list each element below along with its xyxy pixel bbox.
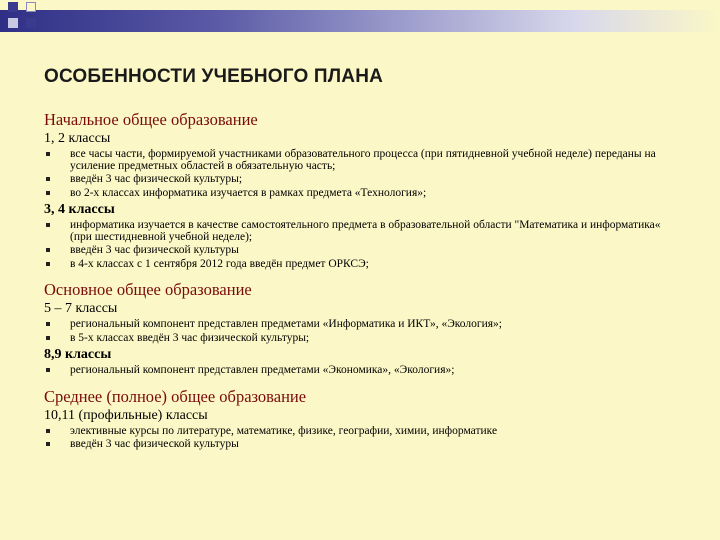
list-item: в 5-х классах введён 3 час физической культуры;: [44, 333, 684, 345]
bullet-icon: [46, 191, 50, 195]
list-item: введён 3 час физической культуры;: [44, 174, 684, 186]
decor-square: [26, 2, 36, 12]
bullet-icon: [46, 248, 50, 252]
group-heading: 1, 2 классы: [44, 131, 111, 146]
list-item: в 4-х классах с 1 сентября 2012 года введён предмет ОРКСЭ;: [44, 259, 684, 271]
bullet-list: [44, 426, 684, 451]
group-heading: 5 – 7 классы: [44, 301, 118, 316]
slide-title: ОСОБЕННОСТИ УЧЕБНОГО ПЛАНА: [44, 66, 384, 87]
list-item: введён 3 час физической культуры: [44, 245, 684, 257]
list-item: введён 3 час физической культуры: [44, 439, 684, 451]
decor-square: [26, 18, 36, 28]
bullet-list: [44, 365, 684, 377]
decor-square: [8, 2, 18, 12]
section-heading: Начальное общее образование: [44, 110, 258, 129]
bullet-icon: [46, 262, 50, 266]
slide-content: [44, 110, 684, 453]
bullet-icon: [46, 442, 50, 446]
bullet-list: [44, 149, 684, 199]
group-heading: 10,11 (профильные) классы: [44, 407, 208, 423]
list-item: региональный компонент представлен предметами «Информатика и ИКТ», «Экология»;: [44, 319, 684, 331]
bullet-icon: [46, 223, 50, 227]
bullet-icon: [46, 177, 50, 181]
list-item: все часы части, формируемой участниками образовательного процесса (при пятидневной учебной неделе) переданы на усиление предметных областей в обязательную часть;: [44, 149, 684, 172]
bullet-icon: [46, 336, 50, 340]
list-item: во 2-х классах информатика изучается в рамках предмета «Технология»;: [44, 188, 684, 200]
bullet-icon: [46, 152, 50, 156]
section-heading: Основное общее образование: [44, 280, 252, 299]
group-heading: 3, 4 классы: [44, 202, 115, 217]
header-bar: [0, 10, 720, 32]
section-heading: Среднее (полное) общее образование: [44, 386, 307, 406]
bullet-icon: [46, 322, 50, 326]
bullet-icon: [46, 429, 50, 433]
group-heading: 8,9 классы: [44, 347, 112, 362]
decor-square: [8, 18, 18, 28]
list-item: информатика изучается в качестве самостоятельного предмета в образовательной области "Математика и информатика« (при шестидневной учебной неделе);: [44, 220, 684, 243]
bullet-icon: [46, 368, 50, 372]
list-item: элективные курсы по литературе, математике, физике, географии, химии, информатике: [44, 426, 684, 438]
list-item: региональный компонент представлен предметами «Экономика», «Экология»;: [44, 365, 684, 377]
bullet-list: [44, 220, 684, 270]
bullet-list: [44, 319, 684, 344]
